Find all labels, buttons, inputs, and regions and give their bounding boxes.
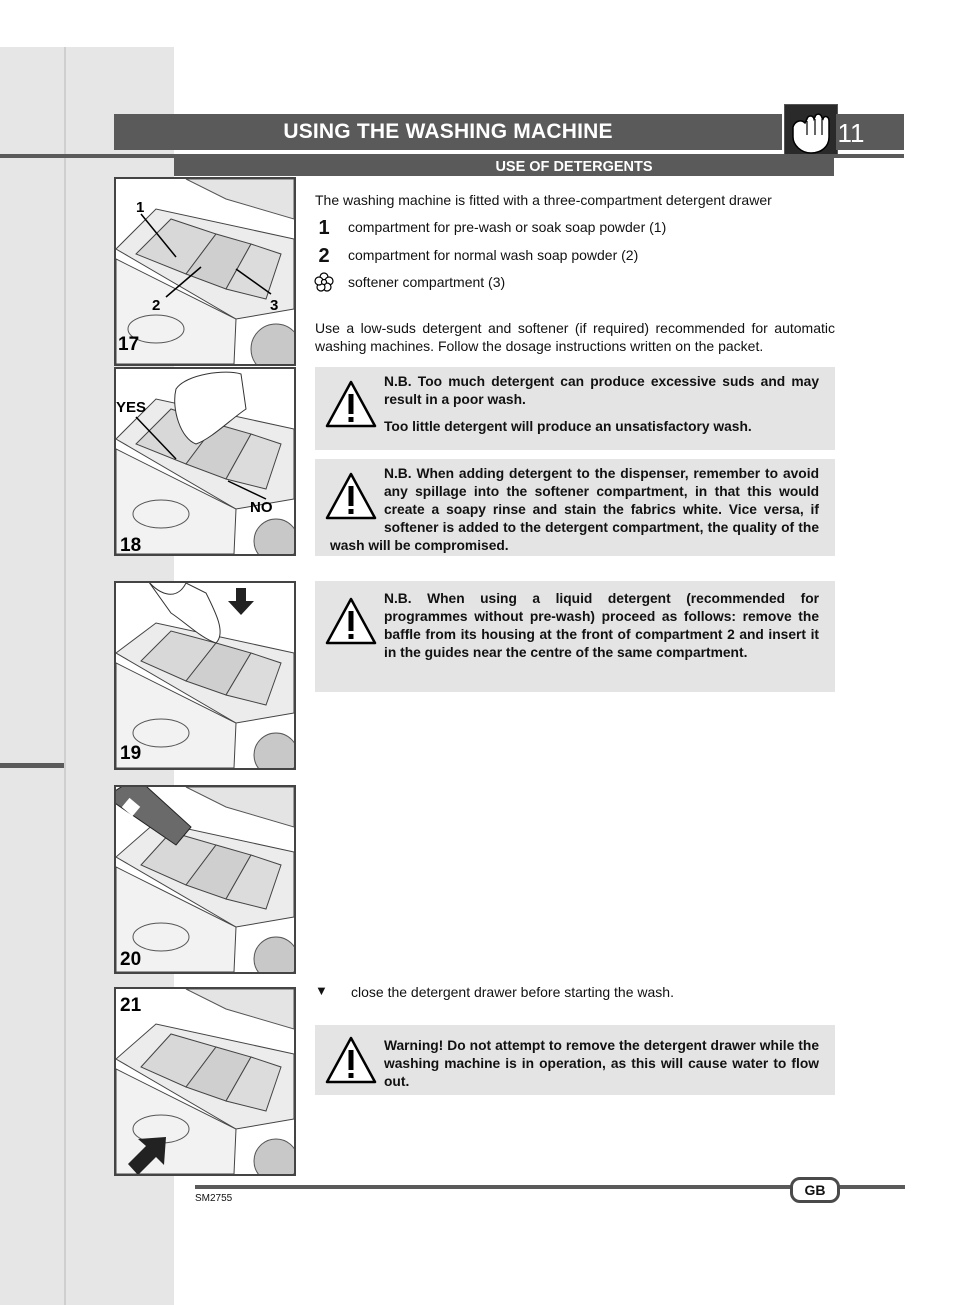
bullet-item [315, 983, 835, 1003]
compartment-text: compartment for normal wash soap powder (2) [348, 247, 639, 263]
compartment-marker: 1 [318, 217, 330, 239]
note-paragraph: N.B. When using a liquid detergent (recommended for programmes without pre-wash) proceed as follows: remove the baffle from its housing at the front of compartment 2 and insert it in the guides near the centre of the same compartment. [384, 591, 819, 660]
note-paragraph: N.B. When adding detergent to the dispenser, remember to avoid any spillage into the softener compartment, in that this would create a soapy rinse and stain the fabrics white. Vice versa, if softener is added to the detergent compartment, the quality of the wash will be compromised. [330, 466, 819, 553]
document-code: SM2755 [195, 1193, 233, 1204]
warning-icon [324, 471, 378, 521]
figure-21 [114, 987, 296, 1176]
page-number: 11 [837, 118, 865, 148]
compartment-text: compartment for pre-wash or soak soap powder (1) [348, 219, 667, 235]
figure-18 [114, 367, 296, 556]
figure-label: YES [116, 399, 147, 416]
figure-number: 21 [120, 995, 142, 1016]
compartment-marker: 2 [318, 245, 330, 267]
intro-text: The washing machine is fitted with a three-compartment detergent drawer [315, 192, 772, 208]
figure-number: 19 [120, 743, 142, 764]
drawer-illustration [116, 787, 294, 972]
hand-icon [784, 104, 838, 158]
warning-icon [324, 1035, 378, 1085]
drawer-illustration [116, 369, 294, 554]
page-title: USING THE WASHING MACHINE [283, 120, 613, 143]
figure-label: NO [250, 499, 273, 516]
figure-number: 20 [120, 949, 142, 970]
section-title: USE OF DETERGENTS [495, 159, 653, 175]
left-rule-top [0, 154, 174, 158]
usage-text: Use a low-suds detergent and softener (if required) recommended for automatic washing machines. Follow the dosage instructions written on the packet. [315, 320, 835, 354]
triangle-down-icon: ▼ [315, 983, 328, 998]
warning-box [315, 1025, 835, 1095]
figure-19 [114, 581, 296, 770]
compartment-item [314, 272, 834, 294]
compartment-item [314, 245, 834, 267]
note-box [315, 459, 835, 556]
figure-number: 17 [118, 334, 140, 355]
bullet-text: close the detergent drawer before starting the wash. [351, 984, 674, 1000]
drawer-illustration [116, 583, 294, 768]
note-box [315, 581, 835, 692]
warning-icon [324, 379, 378, 429]
figure-17 [114, 177, 296, 366]
warning-icon [324, 596, 378, 646]
figure-number: 18 [120, 535, 142, 556]
note-box [315, 367, 835, 450]
drawer-illustration [116, 989, 294, 1174]
language-badge: GB [790, 1177, 840, 1203]
compartment-item [314, 217, 834, 239]
figure-label: 1 [136, 199, 145, 216]
figure-20 [114, 785, 296, 974]
note-paragraph: Warning! Do not attempt to remove the detergent drawer while the washing machine is in operation, as this will cause water to flow out. [384, 1038, 819, 1089]
figure-label: 2 [152, 297, 161, 314]
note-paragraph: Too little detergent will produce an unsatisfactory wash. [384, 419, 752, 434]
flower-icon [314, 272, 334, 297]
left-margin-line [64, 47, 66, 1305]
compartment-text: softener compartment (3) [348, 274, 506, 290]
left-rule-mid [0, 763, 64, 768]
note-paragraph: N.B. Too much detergent can produce excessive suds and may result in a poor wash. [384, 374, 819, 407]
figure-label: 3 [270, 297, 279, 314]
